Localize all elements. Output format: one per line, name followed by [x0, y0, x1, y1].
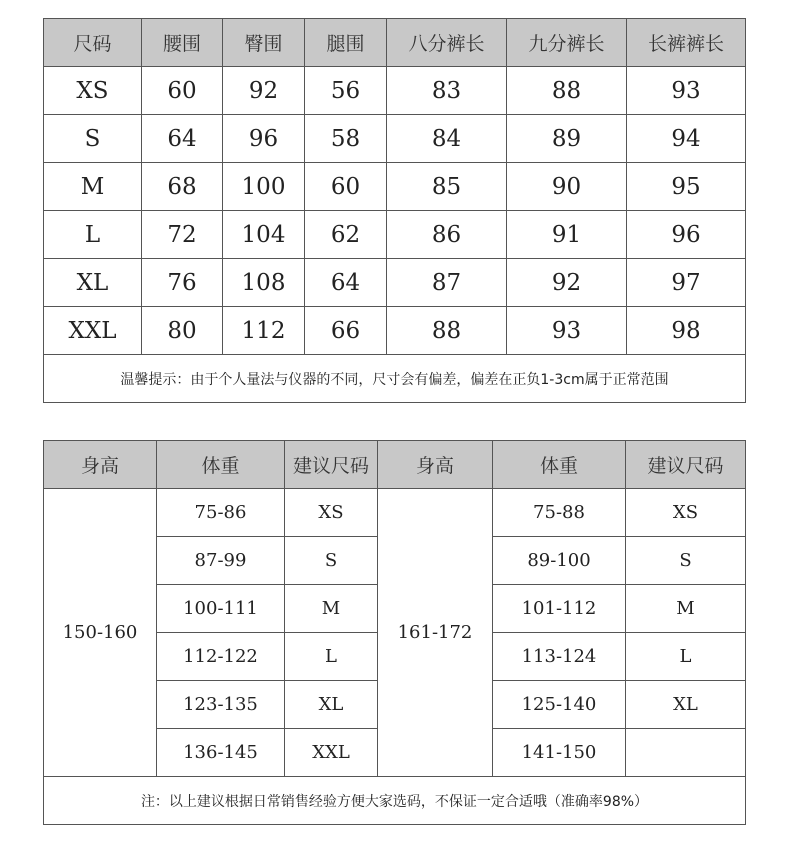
cell: XS [285, 489, 378, 537]
cell: 89-100 [493, 537, 626, 585]
cell: S [626, 537, 746, 585]
cell: 96 [223, 115, 305, 163]
cell: XL [626, 681, 746, 729]
cell: 96 [627, 211, 746, 259]
cell: 100-111 [157, 585, 285, 633]
header-waist: 腰围 [142, 19, 223, 67]
cell: 64 [142, 115, 223, 163]
cell: 75-88 [493, 489, 626, 537]
cell: S [285, 537, 378, 585]
cell: 136-145 [157, 729, 285, 777]
header-height-left: 身高 [44, 441, 157, 489]
cell: M [44, 163, 142, 211]
cell: XXL [44, 307, 142, 355]
table-row [44, 67, 746, 115]
cell: 98 [627, 307, 746, 355]
cell: 90 [507, 163, 627, 211]
cell: 85 [387, 163, 507, 211]
header-weight-left: 体重 [157, 441, 285, 489]
cell: XS [44, 67, 142, 115]
cell: 113-124 [493, 633, 626, 681]
size-recommendation-table [43, 440, 746, 825]
header-suggested-size-left: 建议尺码 [285, 441, 378, 489]
cell: 97 [627, 259, 746, 307]
cell: M [626, 585, 746, 633]
header-hip: 臀围 [223, 19, 305, 67]
header-height-right: 身高 [378, 441, 493, 489]
cell: 112 [223, 307, 305, 355]
cell: 93 [627, 67, 746, 115]
cell: 104 [223, 211, 305, 259]
cell: 60 [142, 67, 223, 115]
cell: 68 [142, 163, 223, 211]
cell: 83 [387, 67, 507, 115]
cell: XL [285, 681, 378, 729]
header-row [44, 19, 746, 67]
pants-size-table [43, 18, 746, 403]
header-suggested-size-right: 建议尺码 [626, 441, 746, 489]
table-row [44, 115, 746, 163]
cell: 125-140 [493, 681, 626, 729]
table-row [44, 211, 746, 259]
header-size: 尺码 [44, 19, 142, 67]
cell: 66 [305, 307, 387, 355]
cell: 92 [507, 259, 627, 307]
table-row [44, 307, 746, 355]
cell: 56 [305, 67, 387, 115]
recommendation-note: 注：以上建议根据日常销售经验方便大家选码，不保证一定合适哦（准确率98%） [44, 777, 746, 825]
note-row [44, 355, 746, 403]
table-row [44, 259, 746, 307]
cell: 64 [305, 259, 387, 307]
cell: 86 [387, 211, 507, 259]
cell: L [626, 633, 746, 681]
cell: 88 [387, 307, 507, 355]
cell: 91 [507, 211, 627, 259]
cell: L [44, 211, 142, 259]
table-row [44, 489, 746, 537]
cell: 89 [507, 115, 627, 163]
cell: 58 [305, 115, 387, 163]
cell: XS [626, 489, 746, 537]
cell: 80 [142, 307, 223, 355]
cell: XXL [285, 729, 378, 777]
table-row [44, 163, 746, 211]
header-cropped-length: 八分裤长 [387, 19, 507, 67]
measurement-note: 温馨提示：由于个人量法与仪器的不同，尺寸会有偏差，偏差在正负1-3cm属于正常范围 [44, 355, 746, 403]
cell: 108 [223, 259, 305, 307]
cell: 100 [223, 163, 305, 211]
header-ankle-length: 九分裤长 [507, 19, 627, 67]
header-weight-right: 体重 [493, 441, 626, 489]
cell: 141-150 [493, 729, 626, 777]
cell: 84 [387, 115, 507, 163]
cell: 112-122 [157, 633, 285, 681]
cell: 95 [627, 163, 746, 211]
header-thigh: 腿围 [305, 19, 387, 67]
cell: 93 [507, 307, 627, 355]
cell [626, 729, 746, 777]
note-row [44, 777, 746, 825]
cell: 87 [387, 259, 507, 307]
cell: 87-99 [157, 537, 285, 585]
cell: M [285, 585, 378, 633]
cell: 60 [305, 163, 387, 211]
cell: XL [44, 259, 142, 307]
cell: 94 [627, 115, 746, 163]
cell: 72 [142, 211, 223, 259]
cell: 76 [142, 259, 223, 307]
cell: 101-112 [493, 585, 626, 633]
cell: S [44, 115, 142, 163]
cell: 88 [507, 67, 627, 115]
cell: 75-86 [157, 489, 285, 537]
header-row [44, 441, 746, 489]
cell: 123-135 [157, 681, 285, 729]
height-range-left: 150-160 [44, 489, 157, 777]
header-full-length: 长裤裤长 [627, 19, 746, 67]
cell: L [285, 633, 378, 681]
cell: 92 [223, 67, 305, 115]
height-range-right: 161-172 [378, 489, 493, 777]
cell: 62 [305, 211, 387, 259]
